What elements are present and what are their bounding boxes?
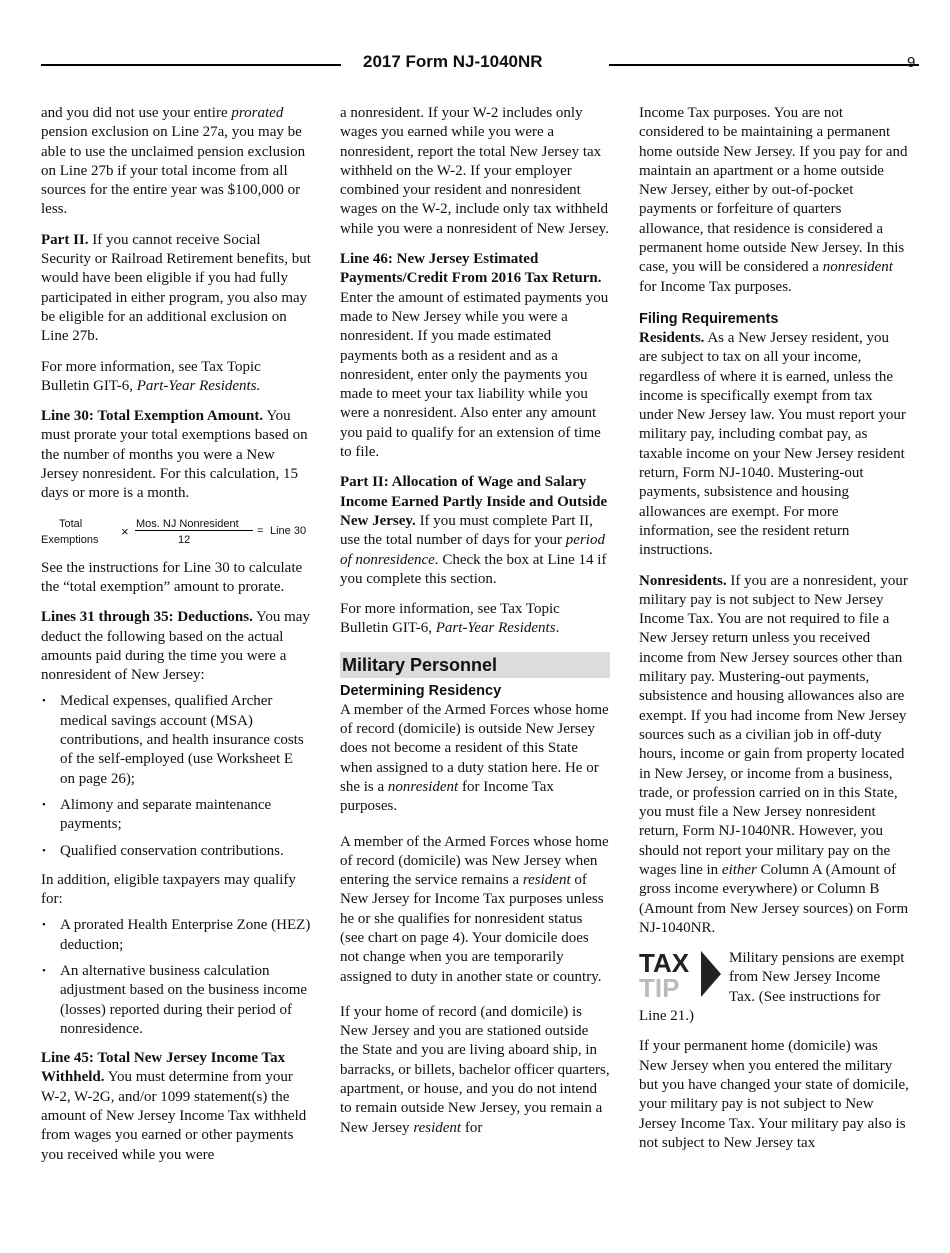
section-heading-military: Military Personnel — [340, 652, 610, 678]
tax-tip-icon-line2: TIP — [639, 973, 680, 1000]
paragraph-more-info-1: For more information, see Tax Topic Bulletin GIT-6, Part-Year Residents. — [41, 358, 261, 394]
paragraph-part-ii-allocation: Part II: Allocation of Wage and Salary Income Earned Partly Inside and Outside New Jersey. If you must complete Part II, use the total number of days for your period of nonresidence. Check the box at Line 14 if you complete this section. — [340, 474, 608, 587]
formula-fraction-bar — [135, 530, 253, 531]
formula-times: × — [121, 523, 129, 539]
paragraph-eligible: In addition, eligible taxpayers may qualify for: — [41, 871, 296, 908]
paragraph-line-45: Line 45: Total New Jersey Income Tax Withheld. You must determine from your W-2, W-2G, and/or 1099 statement(s) the amount of New Jersey Income Tax withheld from wages you earned or other payments you received while you were — [41, 1050, 307, 1163]
column-2 — [340, 104, 610, 1149]
header-rule-left — [41, 64, 341, 66]
tax-tip-icon-line1: TAX — [639, 949, 690, 979]
list-item: • A prorated Health Enterprise Zone (HEZ) deduction; — [41, 916, 311, 955]
paragraph-deductions: Lines 31 through 35: Deductions. You may deduct the following based on the actual amounts paid during the time you were a nonresident of New Jersey: — [41, 609, 310, 684]
paragraph-domicile-nj: A member of the Armed Forces whose home of record (domicile) was New Jersey when entering the service remains a resident of New Jersey for Income Tax purposes unless he or she qualifies for nonresident status (see chart on page 4). Your domicile does not change when you are temporarily assigned to duty in another state or country. — [340, 833, 609, 985]
list-item: • Medical expenses, qualified Archer medical savings account (MSA) contributions, and health insurance costs of the self-employed (use Worksheet E on page 26); — [41, 692, 311, 788]
header-rule-right — [609, 64, 919, 66]
paragraph-residents: Residents. As a New Jersey resident, you are subject to tax on all your income, regardless of where it is earned, unless the income is specifically exempt from tax under New Jersey law. You must report your military pay, including combat pay, as taxable income on your New Jersey resident return, Form NJ-1040. Mustering-out payments, subsistence and housing allowances are exempt. For more information, see the resident return instructions. — [639, 329, 906, 559]
eligible-list — [41, 916, 311, 1039]
list-item: • An alternative business calculation adjustment based on the business income (losses) reported during their period of nonresidence. — [41, 962, 311, 1039]
subheading-determining-residency: Determining Residency — [340, 682, 502, 699]
paragraph-permanent-home: Income Tax purposes. You are not considered to be maintaining a permanent home outside New Jersey. If you pay for and maintain an apartment or a home outside New Jersey, either by out-of-pocket payments or forfeiture of quarters allowance, that residence is considered a permanent home outside New Jersey. In this case, you will be considered a nonresident for Income Tax purposes. — [639, 105, 908, 295]
paragraph-pension-exclusion: and you did not use your entire prorated pension exclusion on Line 27a, you may be able to use the unclaimed pension exclusion on Line 27b if your total income from all sources for the entire year was $100,000 or less. — [41, 105, 306, 218]
tax-tip — [639, 949, 909, 1026]
exemption-formula — [41, 515, 311, 549]
paragraph-part-ii: Part II. If you cannot receive Social Security or Railroad Retirement benefits, but would have been eligible if you had fully participated in either program, you also may be eligible for an additional exclusion on Line 27b. — [41, 231, 311, 345]
paragraph-line-46: Line 46: New Jersey Estimated Payments/Credit From 2016 Tax Return. Enter the amount of estimated payments you made to New Jersey while you were a nonresident. If you made estimated payments both as a resident and as a nonresident, enter only the payments you made to meet your tax liability while you were a nonresident. Also enter any amount you paid to qualify for an extension of time to file. — [340, 251, 609, 461]
paragraph-domicile-outside: A member of the Armed Forces whose home of record (domicile) is outside New Jersey does not become a resident of this State when assigned to a duty station here. He or she is a nonresident for Income Tax purposes. — [340, 701, 609, 815]
paragraph-stationed-outside: If your home of record (and domicile) is New Jersey and you are stationed outside the State and you are living aboard ship, in barracks, or billets, bachelor officer quarters, apartment, or house, and you do not intend to remain outside New Jersey, you remain a New Jersey resident for — [340, 1003, 610, 1136]
list-item: • Qualified conservation contributions. — [41, 842, 311, 861]
formula-equals: = — [257, 524, 264, 537]
tax-tip-icon — [639, 949, 721, 999]
formula-exemptions: Exemptions — [41, 533, 99, 546]
tax-tip-arrow-icon — [701, 951, 721, 997]
formula-denominator: 12 — [178, 533, 191, 546]
paragraph-nonresidents: Nonresidents. If you are a nonresident, your military pay is not subject to New Jersey Income Tax. You are not required to file a New Jersey return unless you received income from New Jersey sources other than military pay. Mustering-out payments, subsistence and housing allowances also are exempt. If you had income from New Jersey sources such as a civilian job in off-duty hours, income or gain from property located in New Jersey, or income from a business, trade, or profession carried on in this State, you must file a New Jersey nonresident return, Form NJ-1040NR. However, you should not report your military pay on the wages line in either Column A (Amount of gross income everywhere) or Column B (Amount from New Jersey sources) on Form NJ-1040NR. — [639, 572, 909, 936]
column-1 — [41, 104, 311, 1176]
paragraph-line-30-instructions: See the instructions for Line 30 to calculate the “total exemption” amount to prorate. — [41, 559, 303, 595]
subheading-filing-requirements: Filing Requirements — [639, 310, 779, 327]
page-title: 2017 Form NJ-1040NR — [363, 52, 543, 71]
paragraph-line-30: Line 30: Total Exemption Amount. You must prorate your total exemptions based on the number of months you were a New Jersey nonresident. For this calculation, 15 days or more is a month. — [41, 408, 308, 502]
paragraph-w2: a nonresident. If your W-2 includes only wages you earned while you were a nonresident, report the total New Jersey tax withheld on the W-2. If your employer combined your resident and nonresident wages on the W-2, include only tax withheld while you were a nonresident of New Jersey. — [340, 105, 609, 237]
formula-numerator: Mos. NJ Nonresident — [136, 517, 239, 530]
tax-tip-text: Military pensions are exempt from New Jersey Income Tax. (See instructions for Line 21.) — [639, 950, 905, 1025]
paragraph-changed-domicile: If your permanent home (domicile) was New Jersey when you entered the military but you have changed your state of domicile, your military pay is not subject to New Jersey Income Tax. Your military pay also is not subject to New Jersey tax — [639, 1038, 909, 1151]
page-number: 9 — [907, 54, 916, 71]
list-item: • Alimony and separate maintenance payments; — [41, 796, 311, 835]
column-3 — [639, 104, 909, 1164]
deductions-list — [41, 692, 311, 860]
formula-result: Line 30 — [270, 524, 307, 537]
paragraph-more-info-2: For more information, see Tax Topic Bulletin GIT-6, Part-Year Residents. — [340, 601, 560, 637]
page-header — [41, 52, 921, 76]
formula-total: Total — [59, 517, 83, 530]
